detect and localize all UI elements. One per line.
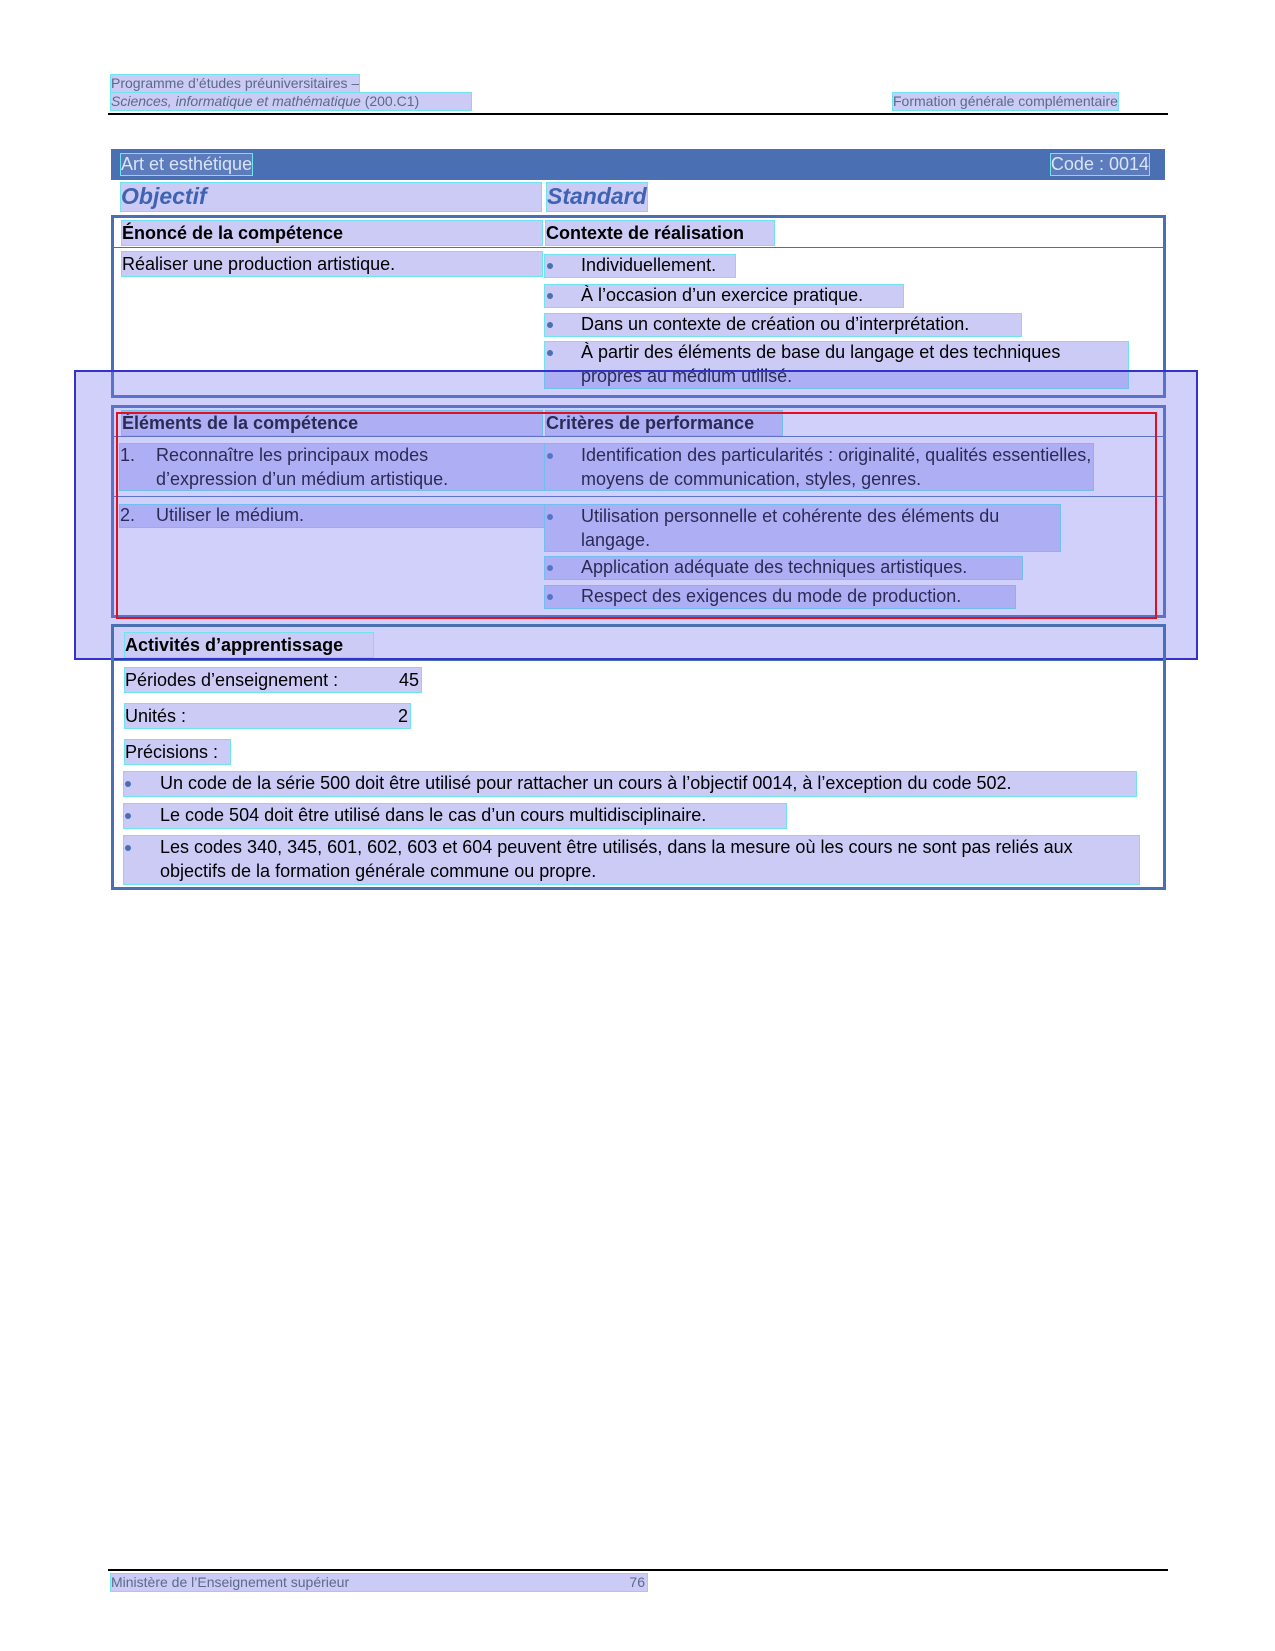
criteria-text: Identification des particularités : originalité, qualités essentielles, moyens de communication, styles, genres. [581, 445, 1092, 489]
bullet-icon [125, 845, 131, 851]
program-name: Sciences, informatique et mathématique [111, 93, 361, 109]
course-title-bar [111, 149, 1165, 180]
footer [111, 1574, 647, 1591]
course-code: Code : 0014 [1050, 154, 1149, 174]
element-text: Utiliser le médium. [156, 505, 305, 525]
precision-item [124, 804, 786, 828]
context-item [545, 285, 903, 307]
context-item-text: À partir des éléments de base du langage et des techniques propres au médium utilisé. [581, 342, 1061, 386]
precision-text: Un code de la série 500 doit être utilisé pour rattacher un cours à l’objectif 0014, à l’exception du code 502. [160, 773, 1012, 793]
competence-heading: Énoncé de la compétence [122, 221, 542, 245]
program-title-line2 [111, 93, 471, 110]
criteria-text: Application adéquate des techniques artistiques. [581, 557, 968, 577]
precision-text: Les codes 340, 345, 601, 602, 603 et 604 peuvent être utilisés, dans la mesure où les cours ne sont pas reliés aux objectifs de la formation générale commune ou propre. [160, 837, 1073, 881]
activities-heading: Activités d’apprentissage [125, 633, 373, 657]
competence-statement: Réaliser une production artistique. [122, 252, 542, 276]
bullet-icon [547, 350, 553, 356]
context-item-text: Individuellement. [581, 255, 717, 275]
bullet-icon [125, 781, 131, 787]
element-number: 1. [120, 445, 136, 465]
bullet-icon [125, 813, 131, 819]
context-heading: Contexte de réalisation [546, 221, 774, 245]
periods-row [125, 668, 421, 692]
criteria-heading: Critères de performance [546, 411, 782, 435]
precisions-label: Précisions : [125, 740, 230, 764]
footer-rule [108, 1569, 1168, 1571]
competence-divider [113, 247, 1164, 248]
periods-value: 45 [398, 670, 419, 690]
periods-label: Périodes d’enseignement : [125, 670, 339, 690]
context-item [545, 314, 1021, 336]
precision-item [124, 836, 1139, 884]
program-code: (200.C1) [360, 93, 420, 109]
focus-outline [116, 412, 1157, 619]
bullet-icon [547, 293, 553, 299]
units-row [125, 704, 410, 728]
units-value: 2 [397, 706, 408, 726]
activities-divider [113, 660, 1164, 661]
header-rule [108, 113, 1168, 115]
objective-title: Objectif [121, 183, 541, 211]
ministry-name: Ministère de l’Enseignement supérieur [111, 1574, 350, 1590]
element-text: Reconnaître les principaux modes d’expression d’un médium artistique. [156, 445, 449, 489]
criteria-text: Utilisation personnelle et cohérente des éléments du langage. [581, 506, 1000, 550]
precision-item [124, 772, 1136, 796]
context-item [545, 255, 735, 277]
context-item-text: Dans un contexte de création ou d’interprétation. [581, 314, 970, 334]
page-number: 76 [629, 1574, 645, 1590]
bullet-icon [547, 263, 553, 269]
section-name: Formation générale complémentaire [893, 93, 1118, 109]
bullet-icon [547, 322, 553, 328]
standard-title: Standard [547, 183, 647, 209]
elements-heading: Éléments de la compétence [122, 411, 542, 435]
element-number: 2. [120, 505, 136, 525]
units-label: Unités : [125, 706, 187, 726]
course-name: Art et esthétique [121, 154, 253, 174]
context-item-text: À l’occasion d’un exercice pratique. [581, 285, 864, 305]
criteria-text: Respect des exigences du mode de production. [581, 586, 962, 606]
precision-text: Le code 504 doit être utilisé dans le cas d’un cours multidisciplinaire. [160, 805, 707, 825]
program-title-line1: Programme d’études préuniversitaires – [111, 75, 360, 91]
